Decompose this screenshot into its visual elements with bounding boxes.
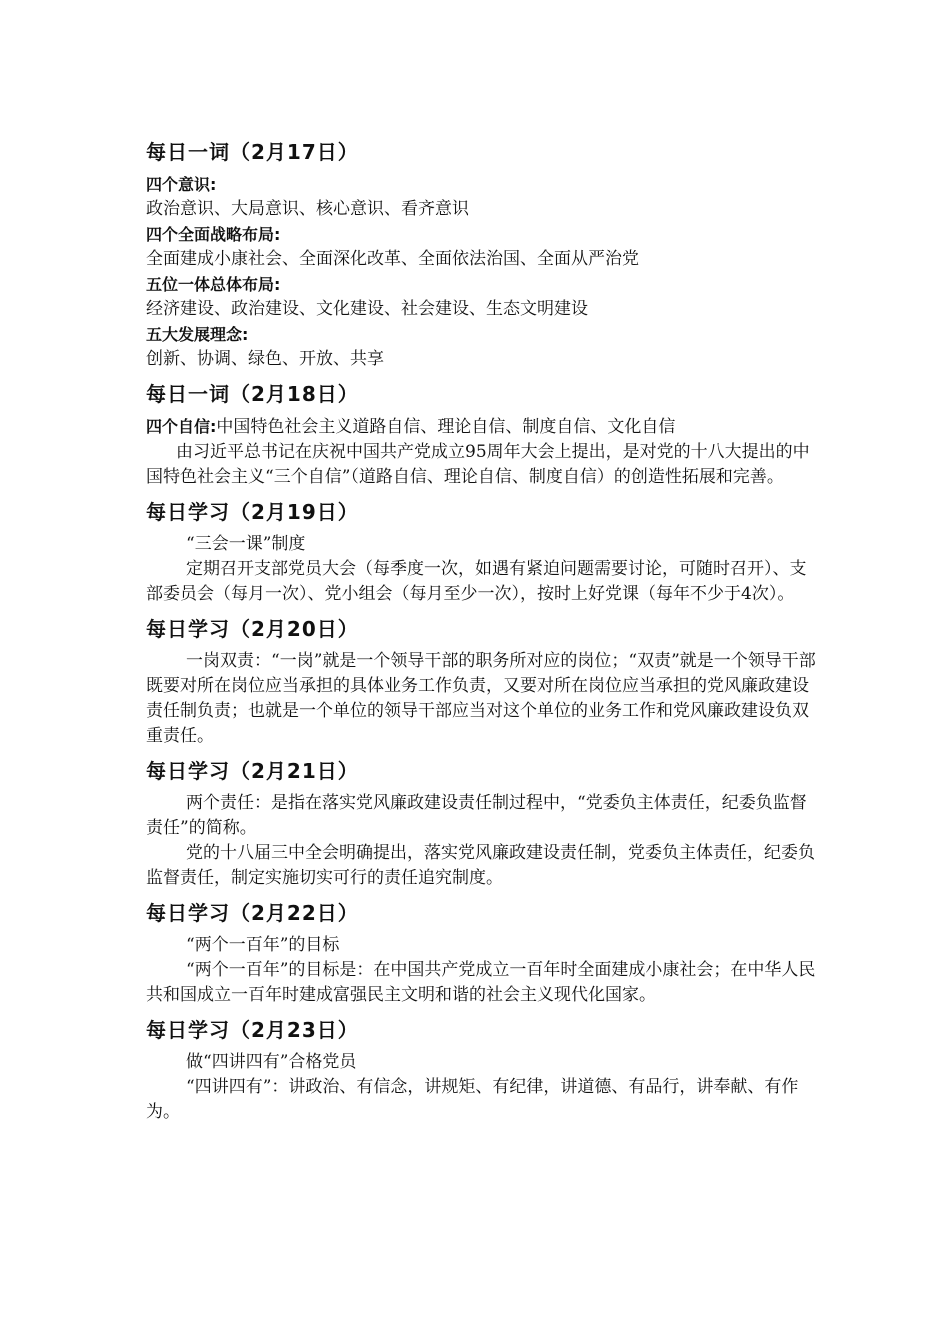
term-text: 全面建成小康社会、全面深化改革、全面依法治国、全面从严治党 [146, 249, 639, 269]
body-paragraph: 由习近平总书记在庆祝中国共产党成立95周年大会上提出，是对党的十八大提出的中国特色社会主义“三个自信”（道路自信、理论自信、制度自信）的创造性拓展和完善。 [146, 442, 810, 487]
section-0220 [146, 615, 816, 749]
body-paragraph: “两个一百年”的目标是：在中国共产党成立一百年时全面建成小康社会；在中华人民共和国成立一百年时建成富强民主文明和谐的社会主义现代化国家。 [146, 960, 816, 1005]
body-paragraph: “四讲四有”：讲政治、有信念，讲规矩、有纪律，讲道德、有品行，讲奉献、有作为。 [146, 1077, 799, 1122]
section-0217 [146, 138, 816, 372]
section-0222 [146, 899, 816, 1008]
body-paragraph: 党的十八届三中全会明确提出，落实党风廉政建设责任制，党委负主体责任，纪委负监督责任，制定实施切实可行的责任追究制度。 [146, 843, 815, 888]
lead-line [146, 414, 816, 440]
body-paragraph: 定期召开支部党员大会（每季度一次，如遇有紧迫问题需要讨论，可随时召开）、支部委员会（每月一次）、党小组会（每月至少一次），按时上好党课（每年不少于4次）。 [146, 559, 807, 604]
section-heading: 每日学习（2月23日） [146, 1018, 359, 1042]
section-0221 [146, 757, 816, 891]
section-heading: 每日学习（2月20日） [146, 617, 359, 641]
term-label: 五大发展理念: [146, 325, 249, 344]
section-heading: 每日学习（2月22日） [146, 901, 359, 925]
document-page [146, 130, 816, 1127]
section-heading: 每日学习（2月19日） [146, 500, 359, 524]
section-0219 [146, 498, 816, 607]
topic-title: “三会一课”制度 [186, 534, 306, 554]
term-label: 四个自信: [146, 417, 217, 436]
term-text: 政治意识、大局意识、核心意识、看齐意识 [146, 199, 469, 219]
section-heading: 每日学习（2月21日） [146, 759, 359, 783]
term-label: 四个意识: [146, 175, 217, 194]
body-paragraph: 一岗双责：“一岗”就是一个领导干部的职务所对应的岗位；“双责”就是一个领导干部既要对所在岗位应当承担的具体业务工作负责，又要对所在岗位应当承担的党风廉政建设责任制负责；也就是一个单位的领导干部应当对这个单位的业务工作和党风廉政建设负双重责任。 [146, 651, 816, 746]
topic-title: 做“四讲四有”合格党员 [186, 1052, 357, 1072]
section-0218 [146, 380, 816, 490]
section-heading: 每日一词（2月18日） [146, 382, 359, 406]
section-0223 [146, 1016, 816, 1125]
term-label: 五位一体总体布局: [146, 275, 281, 294]
term-text: 中国特色社会主义道路自信、理论自信、制度自信、文化自信 [216, 417, 676, 437]
term-text: 经济建设、政治建设、文化建设、社会建设、生态文明建设 [146, 299, 588, 319]
term-label: 四个全面战略布局: [146, 225, 281, 244]
body-paragraph: 两个责任：是指在落实党风廉政建设责任制过程中，“党委负主体责任，纪委负监督责任”的简称。 [146, 793, 807, 838]
section-heading: 每日一词（2月17日） [146, 140, 359, 164]
term-text: 创新、协调、绿色、开放、共享 [146, 349, 384, 369]
topic-title: “两个一百年”的目标 [186, 935, 340, 955]
